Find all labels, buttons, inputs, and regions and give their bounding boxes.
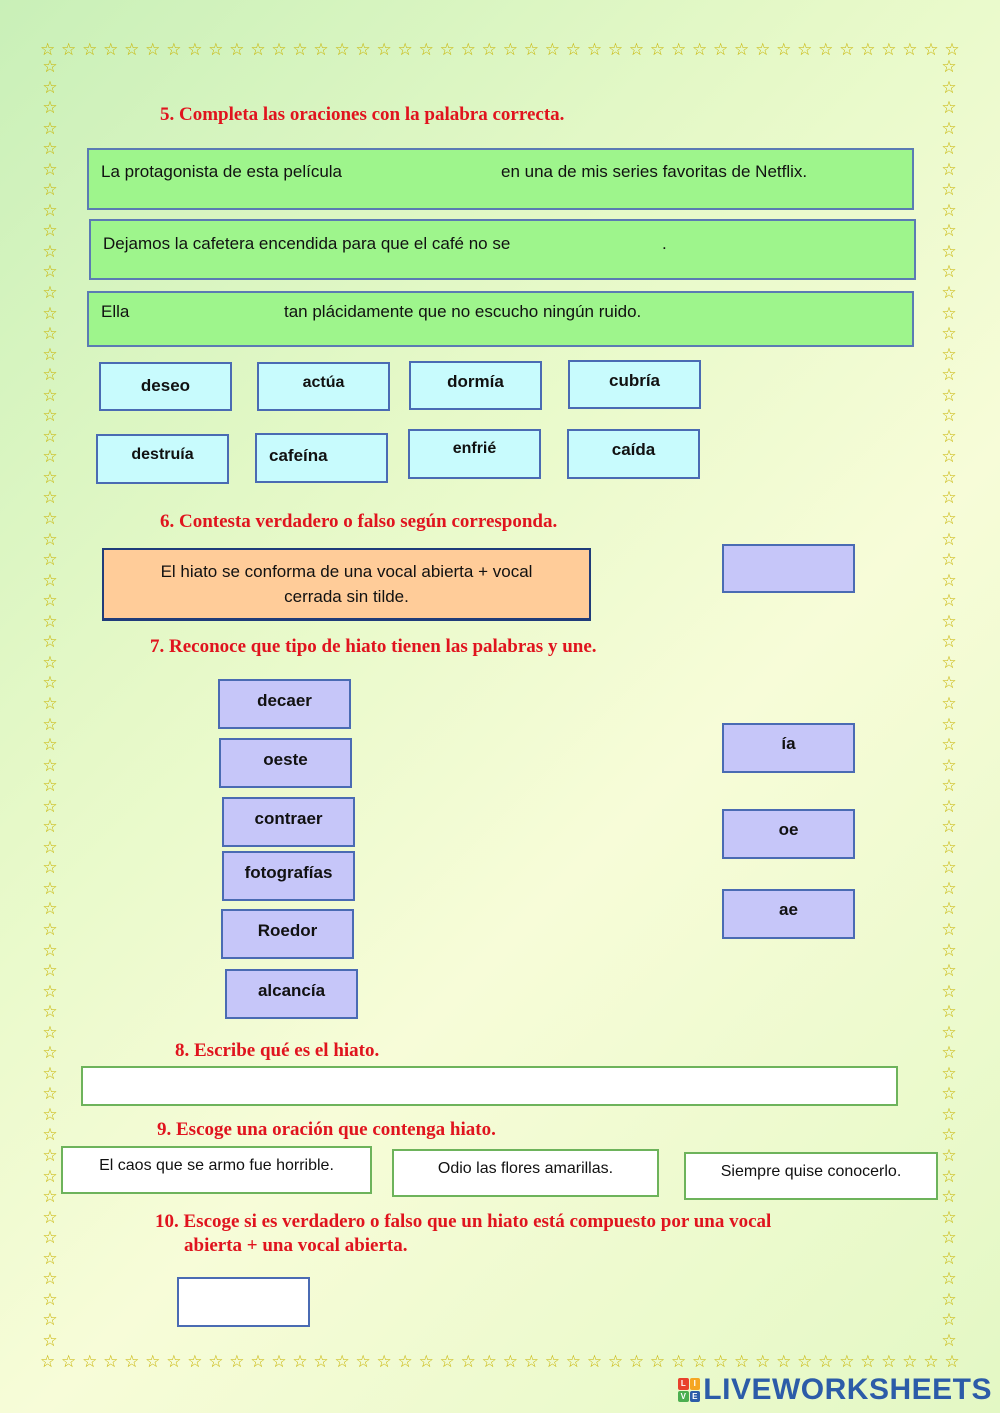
star-icon: ☆: [166, 40, 182, 59]
sentence-1-blank[interactable]: [359, 158, 489, 184]
hiato-word-alcancia[interactable]: alcancía: [225, 969, 358, 1019]
option-caos[interactable]: El caos que se armo fue horrible.: [61, 1146, 372, 1194]
question-10-title-line-1: 10. Escoge si es verdadero o falso que un hiato está compuesto por una vocal: [155, 1211, 772, 1232]
star-icon: ☆: [42, 57, 58, 76]
star-icon: ☆: [42, 1166, 58, 1186]
star-icon: ☆: [124, 1352, 140, 1371]
star-icon: ☆: [166, 1352, 182, 1371]
star-icon: ☆: [61, 1352, 77, 1371]
star-icon: ☆: [941, 858, 957, 878]
star-icon: ☆: [839, 40, 855, 59]
hiato-type-oe[interactable]: oe: [722, 809, 855, 859]
hiato-word-roedor[interactable]: Roedor: [221, 909, 354, 959]
star-icon: ☆: [208, 1352, 224, 1371]
star-icon: ☆: [42, 919, 58, 939]
star-icon: ☆: [42, 221, 58, 241]
star-icon: ☆: [941, 1022, 957, 1042]
star-icon: ☆: [941, 344, 957, 364]
star-icon: ☆: [941, 1228, 957, 1248]
star-icon: ☆: [941, 1063, 957, 1083]
star-icon: ☆: [42, 776, 58, 796]
star-icon: ☆: [460, 1352, 476, 1371]
star-icon: ☆: [42, 447, 58, 467]
star-icon: ☆: [941, 1145, 957, 1165]
star-icon: ☆: [376, 1352, 392, 1371]
star-icon: ☆: [941, 591, 957, 611]
star-icon: ☆: [565, 1352, 582, 1371]
star-icon: ☆: [941, 1166, 957, 1186]
star-icon: ☆: [124, 40, 140, 59]
star-icon: ☆: [42, 550, 58, 570]
star-icon: ☆: [941, 385, 957, 405]
star-icon: ☆: [941, 467, 957, 487]
liveworksheets-logo[interactable]: [678, 1373, 992, 1407]
star-icon: ☆: [42, 1002, 58, 1022]
star-icon: ☆: [42, 365, 58, 385]
word-chip-deseo[interactable]: deseo: [99, 362, 232, 411]
star-icon: ☆: [544, 40, 560, 59]
star-icon: ☆: [42, 180, 58, 200]
star-icon: ☆: [691, 40, 708, 59]
star-icon: ☆: [941, 1248, 957, 1268]
star-icon: ☆: [941, 1084, 957, 1104]
star-icon: ☆: [250, 40, 266, 59]
star-icon: ☆: [187, 1352, 203, 1371]
question-8-title: 8. Escribe qué es el hiato.: [175, 1040, 380, 1061]
star-icon: ☆: [42, 899, 58, 919]
star-icon: ☆: [502, 40, 518, 59]
star-icon: ☆: [42, 591, 58, 611]
star-icon: ☆: [670, 1352, 687, 1371]
star-icon: ☆: [42, 529, 58, 549]
star-icon: ☆: [439, 1352, 455, 1371]
statement-box: [102, 548, 591, 621]
star-icon: ☆: [649, 40, 666, 59]
star-icon: ☆: [860, 40, 876, 59]
star-icon: ☆: [42, 1248, 58, 1268]
star-icon: ☆: [941, 878, 957, 898]
star-icon: ☆: [941, 940, 957, 960]
star-icon: ☆: [941, 98, 957, 118]
star-icon: ☆: [755, 1352, 771, 1371]
hiato-type-ae[interactable]: ae: [722, 889, 855, 939]
star-icon: ☆: [941, 837, 957, 857]
star-icon: ☆: [481, 1352, 497, 1371]
star-icon: ☆: [776, 40, 792, 59]
star-icon: ☆: [103, 1352, 119, 1371]
sentence-2-after: .: [662, 234, 667, 253]
star-icon: ☆: [40, 40, 56, 59]
star-icon: ☆: [565, 40, 582, 59]
word-chip-dormia[interactable]: dormía: [409, 361, 542, 410]
star-icon: ☆: [334, 40, 350, 59]
star-icon: ☆: [42, 1104, 58, 1124]
star-icon: ☆: [42, 1310, 58, 1330]
star-icon: ☆: [42, 344, 58, 364]
star-icon: ☆: [607, 1352, 624, 1371]
star-icon: ☆: [42, 159, 58, 179]
star-icon: ☆: [42, 735, 58, 755]
star-icon: ☆: [103, 40, 119, 59]
star-icon: ☆: [42, 283, 58, 303]
star-icon: ☆: [313, 40, 329, 59]
star-icon: ☆: [42, 940, 58, 960]
star-icon: ☆: [42, 632, 58, 652]
star-icon: ☆: [42, 817, 58, 837]
star-icon: ☆: [902, 1352, 918, 1371]
star-icon: ☆: [944, 40, 960, 59]
star-icon: ☆: [42, 693, 58, 713]
star-icon: ☆: [42, 961, 58, 981]
word-chip-actua[interactable]: actúa: [257, 362, 390, 411]
star-icon: ☆: [941, 1187, 957, 1207]
star-icon: ☆: [42, 611, 58, 631]
star-icon: ☆: [797, 40, 813, 59]
star-icon: ☆: [42, 1289, 58, 1309]
star-icon: ☆: [376, 40, 392, 59]
star-icon: ☆: [941, 1269, 957, 1289]
star-icon: ☆: [941, 57, 957, 76]
star-icon: ☆: [42, 1269, 58, 1289]
hiato-type-ia[interactable]: ía: [722, 723, 855, 773]
question-5-title: 5. Completa las oraciones con la palabra correcta.: [160, 104, 565, 125]
star-icon: ☆: [818, 1352, 834, 1371]
star-icon: ☆: [941, 200, 957, 220]
star-icon: ☆: [42, 1187, 58, 1207]
true-false-answer-box[interactable]: [722, 544, 855, 593]
star-icon: ☆: [941, 981, 957, 1001]
star-icon: ☆: [42, 139, 58, 159]
question-7-title: 7. Reconoce que tipo de hiato tienen las palabras y une.: [150, 636, 597, 657]
star-icon: ☆: [776, 1352, 792, 1371]
star-icon: ☆: [797, 1352, 813, 1371]
star-icon: ☆: [941, 1002, 957, 1022]
star-icon: ☆: [941, 118, 957, 138]
star-icon: ☆: [941, 673, 957, 693]
star-icon: ☆: [881, 1352, 897, 1371]
star-icon: ☆: [42, 1043, 58, 1063]
star-icon: ☆: [42, 570, 58, 590]
star-icon: ☆: [42, 1330, 58, 1350]
sentence-3-blank[interactable]: [139, 298, 279, 324]
star-icon: ☆: [941, 324, 957, 344]
question-6-title: 6. Contesta verdadero o falso según corresponda.: [160, 511, 558, 532]
star-icon: ☆: [941, 509, 957, 529]
star-icon: ☆: [941, 426, 957, 446]
star-icon: ☆: [941, 796, 957, 816]
hiato-word-fotografias[interactable]: fotografías: [222, 851, 355, 901]
star-icon: ☆: [40, 1352, 56, 1371]
star-icon: ☆: [460, 40, 476, 59]
hiato-word-oeste[interactable]: oeste: [219, 738, 352, 788]
star-icon: ☆: [941, 1043, 957, 1063]
star-icon: ☆: [145, 1352, 161, 1371]
star-icon: ☆: [713, 1352, 729, 1371]
star-icon: ☆: [42, 796, 58, 816]
star-icon: ☆: [82, 1352, 98, 1371]
sentence-1: [87, 148, 914, 210]
star-icon: ☆: [941, 180, 957, 200]
star-icon: ☆: [941, 899, 957, 919]
star-icon: ☆: [42, 406, 58, 426]
star-icon: ☆: [355, 40, 371, 59]
star-icon: ☆: [691, 1352, 708, 1371]
star-icon: ☆: [250, 1352, 266, 1371]
star-icon: ☆: [481, 40, 497, 59]
star-icon: ☆: [42, 200, 58, 220]
sentence-3-before: Ella: [101, 302, 130, 321]
star-icon: ☆: [944, 1352, 960, 1371]
star-border-top: [40, 40, 960, 60]
word-chip-cafeina[interactable]: cafeína: [255, 433, 388, 483]
star-icon: ☆: [941, 550, 957, 570]
star-icon: ☆: [628, 40, 645, 59]
sentence-1-before: La protagonista de esta película: [101, 162, 343, 181]
star-icon: ☆: [42, 755, 58, 775]
star-icon: ☆: [941, 735, 957, 755]
star-icon: ☆: [42, 385, 58, 405]
star-icon: ☆: [355, 1352, 371, 1371]
star-icon: ☆: [42, 241, 58, 261]
option-flores[interactable]: Odio las flores amarillas.: [392, 1149, 659, 1197]
star-icon: ☆: [941, 570, 957, 590]
star-icon: ☆: [941, 632, 957, 652]
star-icon: ☆: [292, 1352, 308, 1371]
star-icon: ☆: [941, 262, 957, 282]
true-false-input-10[interactable]: [177, 1277, 310, 1327]
star-icon: ☆: [818, 40, 834, 59]
star-icon: ☆: [42, 1145, 58, 1165]
star-icon: ☆: [941, 365, 957, 385]
star-icon: ☆: [941, 776, 957, 796]
star-icon: ☆: [42, 837, 58, 857]
star-icon: ☆: [902, 40, 918, 59]
star-icon: ☆: [941, 961, 957, 981]
star-icon: ☆: [941, 77, 957, 97]
star-icon: ☆: [42, 262, 58, 282]
star-icon: ☆: [941, 221, 957, 241]
star-icon: ☆: [755, 40, 771, 59]
star-icon: ☆: [42, 1022, 58, 1042]
star-icon: ☆: [860, 1352, 876, 1371]
star-icon: ☆: [42, 858, 58, 878]
star-icon: ☆: [502, 1352, 518, 1371]
star-icon: ☆: [397, 40, 413, 59]
word-chip-destruia[interactable]: destruía: [96, 434, 229, 484]
star-icon: ☆: [941, 447, 957, 467]
star-icon: ☆: [42, 467, 58, 487]
star-icon: ☆: [42, 118, 58, 138]
statement-line-1: El hiato se conforma de una vocal abierta + vocal: [160, 562, 533, 581]
star-border-left: [40, 58, 60, 1350]
star-icon: ☆: [941, 611, 957, 631]
star-icon: ☆: [586, 1352, 603, 1371]
star-icon: ☆: [292, 40, 308, 59]
star-icon: ☆: [397, 1352, 413, 1371]
star-icon: ☆: [187, 40, 203, 59]
star-icon: ☆: [941, 1310, 957, 1330]
star-icon: ☆: [941, 529, 957, 549]
star-icon: ☆: [544, 1352, 560, 1371]
sentence-3-after: tan plácidamente que no escucho ningún ruido.: [284, 302, 642, 321]
star-icon: ☆: [523, 40, 539, 59]
star-icon: ☆: [42, 1084, 58, 1104]
star-icon: ☆: [923, 40, 939, 59]
star-icon: ☆: [82, 40, 98, 59]
word-chip-cubria[interactable]: cubría: [568, 360, 701, 409]
star-icon: ☆: [418, 40, 434, 59]
star-icon: ☆: [42, 303, 58, 323]
star-icon: ☆: [941, 406, 957, 426]
star-icon: ☆: [734, 1352, 750, 1371]
star-icon: ☆: [42, 981, 58, 1001]
star-icon: ☆: [586, 40, 603, 59]
star-icon: ☆: [523, 1352, 539, 1371]
star-icon: ☆: [941, 693, 957, 713]
star-icon: ☆: [208, 40, 224, 59]
star-icon: ☆: [941, 159, 957, 179]
sentence-2-blank[interactable]: [546, 230, 656, 256]
question-10-title-line-2: abierta + una vocal abierta.: [184, 1235, 408, 1256]
star-icon: ☆: [941, 755, 957, 775]
star-icon: ☆: [418, 1352, 434, 1371]
star-icon: ☆: [334, 1352, 350, 1371]
sentence-1-after: en una de mis series favoritas de Netflix.: [501, 162, 808, 181]
sentence-3: [87, 291, 914, 347]
star-icon: ☆: [229, 1352, 245, 1371]
star-icon: ☆: [42, 652, 58, 672]
sentence-2-before: Dejamos la cafetera encendida para que el café no se: [103, 234, 511, 253]
star-icon: ☆: [42, 673, 58, 693]
star-border-bottom: [40, 1352, 960, 1372]
star-icon: ☆: [42, 1125, 58, 1145]
star-icon: ☆: [670, 40, 687, 59]
star-icon: ☆: [271, 40, 287, 59]
star-icon: ☆: [734, 40, 750, 59]
star-icon: ☆: [881, 40, 897, 59]
hiato-word-contraer[interactable]: contraer: [222, 797, 355, 847]
star-icon: ☆: [941, 303, 957, 323]
star-icon: ☆: [941, 714, 957, 734]
star-icon: ☆: [941, 1289, 957, 1309]
star-icon: ☆: [42, 714, 58, 734]
star-icon: ☆: [941, 652, 957, 672]
star-border-right: [939, 58, 959, 1350]
star-icon: ☆: [941, 817, 957, 837]
star-icon: ☆: [941, 1207, 957, 1227]
word-chip-enfrie[interactable]: enfrié: [408, 429, 541, 479]
option-conocerlo[interactable]: Siempre quise conocerlo.: [684, 1152, 938, 1200]
star-icon: ☆: [229, 40, 245, 59]
hiato-definition-input[interactable]: [81, 1066, 898, 1106]
star-icon: ☆: [649, 1352, 666, 1371]
star-icon: ☆: [941, 283, 957, 303]
star-icon: ☆: [42, 1207, 58, 1227]
star-icon: ☆: [439, 40, 455, 59]
star-icon: ☆: [42, 98, 58, 118]
star-icon: ☆: [42, 488, 58, 508]
star-icon: ☆: [839, 1352, 855, 1371]
star-icon: ☆: [607, 40, 624, 59]
star-icon: ☆: [941, 1104, 957, 1124]
star-icon: ☆: [628, 1352, 645, 1371]
word-chip-caida[interactable]: caída: [567, 429, 700, 479]
star-icon: ☆: [941, 1125, 957, 1145]
star-icon: ☆: [42, 509, 58, 529]
star-icon: ☆: [941, 241, 957, 261]
star-icon: ☆: [42, 1063, 58, 1083]
star-icon: ☆: [42, 77, 58, 97]
star-icon: ☆: [271, 1352, 287, 1371]
star-icon: ☆: [313, 1352, 329, 1371]
star-icon: ☆: [713, 40, 729, 59]
star-icon: ☆: [941, 488, 957, 508]
statement-line-2: cerrada sin tilde.: [284, 587, 409, 606]
star-icon: ☆: [42, 878, 58, 898]
star-icon: ☆: [61, 40, 77, 59]
hiato-word-decaer[interactable]: decaer: [218, 679, 351, 729]
star-icon: ☆: [42, 324, 58, 344]
star-icon: ☆: [941, 1330, 957, 1350]
star-icon: ☆: [42, 1228, 58, 1248]
star-icon: ☆: [42, 426, 58, 446]
star-icon: ☆: [941, 139, 957, 159]
liveworksheets-mark-icon: L I V E: [678, 1378, 700, 1402]
star-icon: ☆: [941, 919, 957, 939]
logo-text: LIVEWORKSHEETS: [703, 1373, 992, 1406]
question-9-title: 9. Escoge una oración que contenga hiato.: [157, 1119, 496, 1140]
star-icon: ☆: [923, 1352, 939, 1371]
sentence-2: [89, 219, 916, 280]
star-icon: ☆: [145, 40, 161, 59]
